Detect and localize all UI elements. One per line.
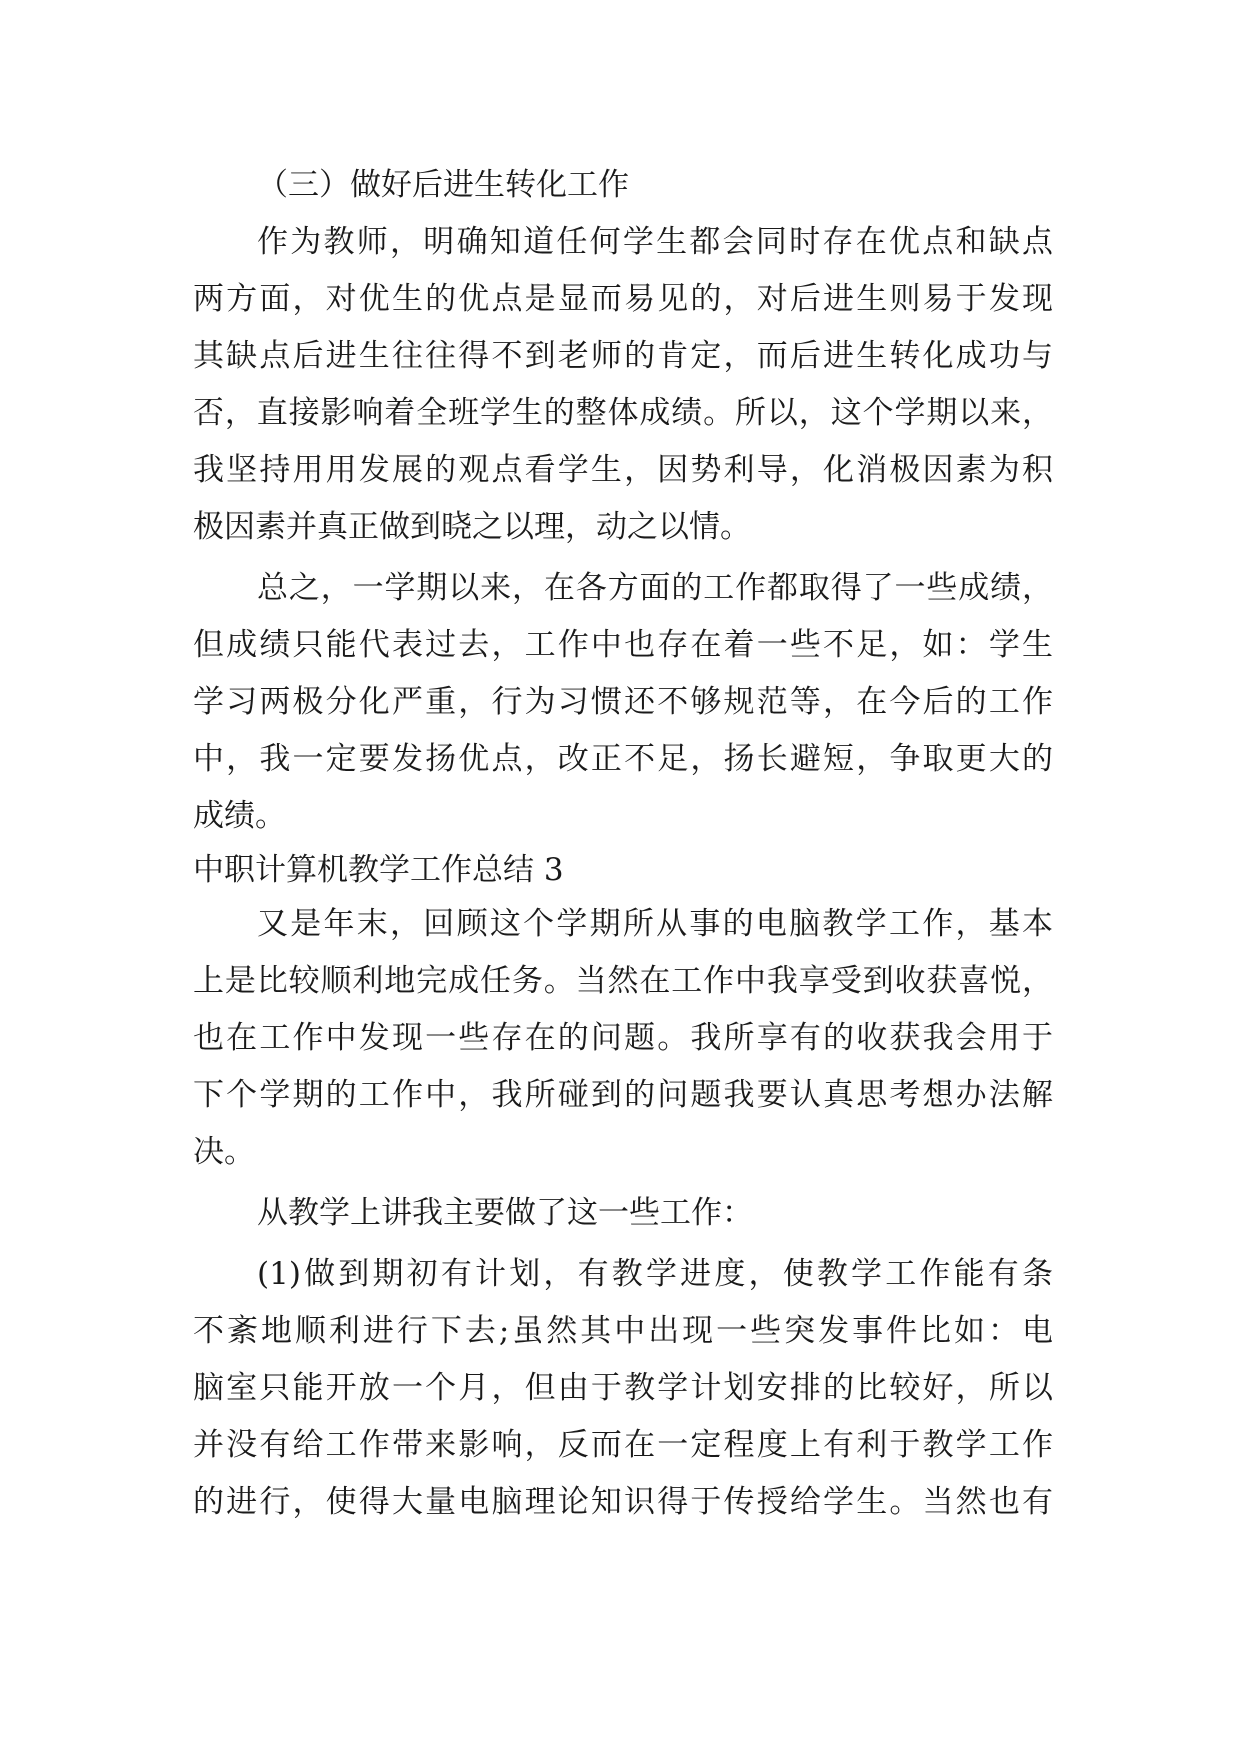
paragraph-line: 我坚持用用发展的观点看学生，因势利导，化消极因素为积	[193, 452, 1053, 488]
paragraph-line: 中，我一定要发扬优点，改正不足，扬长避短，争取更大的	[193, 741, 1053, 777]
paragraph-line: 脑室只能开放一个月，但由于教学计划安排的比较好，所以	[193, 1370, 1053, 1406]
paragraph-line: 两方面，对优生的优点是显而易见的，对后进生则易于发现	[193, 281, 1053, 317]
paragraph-line: 又是年末，回顾这个学期所从事的电脑教学工作，基本	[257, 906, 1053, 942]
paragraph-line: 否，直接影响着全班学生的整体成绩。所以，这个学期以来，	[193, 395, 1053, 431]
paragraph-line: 总之，一学期以来，在各方面的工作都取得了一些成绩，	[257, 570, 1053, 606]
paragraph-line: 不紊地顺利进行下去;虽然其中出现一些突发事件比如：电	[193, 1313, 1053, 1349]
paragraph-line: 学习两极分化严重，行为习惯还不够规范等，在今后的工作	[193, 684, 1053, 720]
document-title: 中职计算机教学工作总结 3	[193, 852, 564, 888]
paragraph-line: (1)做到期初有计划，有教学进度，使教学工作能有条	[257, 1256, 1053, 1292]
section-heading: （三）做好后进生转化工作	[257, 167, 629, 203]
paragraph-line: 但成绩只能代表过去，工作中也存在着一些不足，如：学生	[193, 627, 1053, 663]
paragraph-line: 并没有给工作带来影响，反而在一定程度上有利于教学工作	[193, 1427, 1053, 1463]
paragraph-line: 决。	[193, 1134, 255, 1170]
paragraph-line: 作为教师，明确知道任何学生都会同时存在优点和缺点	[257, 224, 1053, 260]
paragraph-line: 其缺点后进生往往得不到老师的肯定，而后进生转化成功与	[193, 338, 1053, 374]
paragraph-line: 上是比较顺利地完成任务。当然在工作中我享受到收获喜悦，	[193, 963, 1053, 999]
paragraph-line: 的进行，使得大量电脑理论知识得于传授给学生。当然也有	[193, 1484, 1053, 1520]
paragraph-line: 也在工作中发现一些存在的问题。我所享有的收获我会用于	[193, 1020, 1053, 1056]
paragraph-line: 极因素并真正做到晓之以理，动之以情。	[193, 509, 751, 545]
paragraph-line: 下个学期的工作中，我所碰到的问题我要认真思考想办法解	[193, 1077, 1053, 1113]
paragraph-line: 从教学上讲我主要做了这一些工作：	[257, 1195, 753, 1231]
paragraph-line: 成绩。	[193, 798, 286, 834]
